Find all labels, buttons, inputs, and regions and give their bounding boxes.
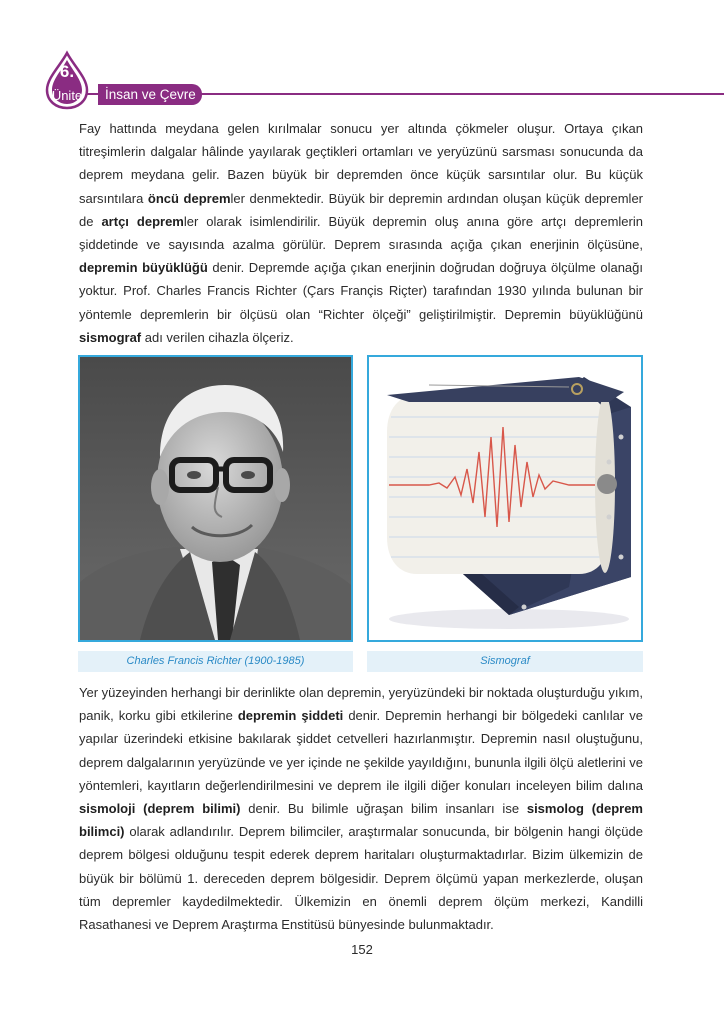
unit-label: Ünite <box>51 88 83 103</box>
term-sismograf: sismograf <box>79 329 142 345</box>
term-artci-deprem: artçı deprem <box>101 213 184 229</box>
unit-number: 6. <box>59 62 75 81</box>
unit-title: İnsan ve Çevre <box>98 84 202 105</box>
term-depremin-buyuklugu: depremin büyüklüğü <box>79 260 208 276</box>
term-sismolog: sismolog (deprem bilimci) <box>79 801 643 840</box>
richter-portrait-photo <box>78 355 353 642</box>
figure-caption-richter: Charles Francis Richter (1900-1985) <box>78 651 353 672</box>
page-number: 152 <box>351 942 373 957</box>
portrait-illustration <box>80 357 351 640</box>
term-oncu-deprem: öncü deprem <box>147 190 231 206</box>
seismograph-illustration <box>369 357 641 640</box>
figure-caption-sismograf: Sismograf <box>367 651 643 672</box>
seismograph-photo <box>367 355 643 642</box>
paragraph-intensity: Yer yüzeyinden herhangi bir derinlikte olan depremin, yeryüzündeki bir noktada oluşturduğu yıkım, panik, korku gibi etkilerine depremin şiddeti denir. Depremin herhangi bir bölgedeki canlılar ve yapılar üzerindeki etkisine bakılarak şiddet cetvelleri hazırlanmıştır. Depremin nasıl oluştuğunu, deprem dalgalarının yeryüzünde ve yer içinde ne şekilde yayıldığını, bununla ilgili ölçü aletlerini ve yöntemleri, kayıtların değerlendirilmesini ve deprem ile ilgili diğer konuları inceleyen bilim dalına sismoloji (deprem bilimi) denir. Bu bilimle uğraşan bilim insanları ise sismolog (deprem bilimci) olarak adlandırılır. Deprem bilimciler, araştırmalar sonucunda, bir bölgenin hangi ölçüde deprem bölgesi olduğunu tespit ederek deprem haritaları oluşturmaktadırlar. Bizim ülkemizin de büyük bir bölümü 1. dereceden deprem bölgesidir. Deprem ölçümü yapan merkezlerde, oluşan tüm depremler kaydedilmektedir. Ülkemizin en önemli deprem ölçüm merkezi, Kandilli Rasathanesi ve Deprem Araştırma Enstitüsü bünyesinde bulunmaktadır. <box>79 685 643 933</box>
term-depremin-siddeti: depremin şiddeti <box>237 708 344 724</box>
term-sismoloji: sismoloji (deprem bilimi) <box>79 801 241 817</box>
paragraph-intro: Fay hattında meydana gelen kırılmalar sonucu yer altında çökmeler oluşur. Ortaya çıkan titreşimlerin dalgalar hâlinde yayılarak geçtikleri ortamları ve yeryüzünü sarsması sonucunda da deprem meydana gelir. Bazen büyük bir depremden önce küçük sarsıntılar olur. Bu küçük sarsıntılara öncü depremler denmektedir. Büyük bir depremin ardından oluşan küçük depremler de artçı depremler olarak isimlendirilir. Büyük depremin oluş anına göre artçı depremlerin şiddetinde ve sayısında azalma görülür. Deprem sırasında açığa çıkan enerjinin ölçüsüne, depremin büyüklüğü denir. Depremde açığa çıkan enerjinin doğrudan doğruya ölçülme olanağı yoktur. Prof. Charles Francis Richter (Çars Françis Riçter) tarafından 1930 yılında bulunan bir yöntemle depremlerin bir ölçüsü olan “Richter ölçeği” geliştirilmiştir. Depremin büyüklüğünü sismograf adı verilen cihazla ölçeriz. <box>79 121 644 345</box>
